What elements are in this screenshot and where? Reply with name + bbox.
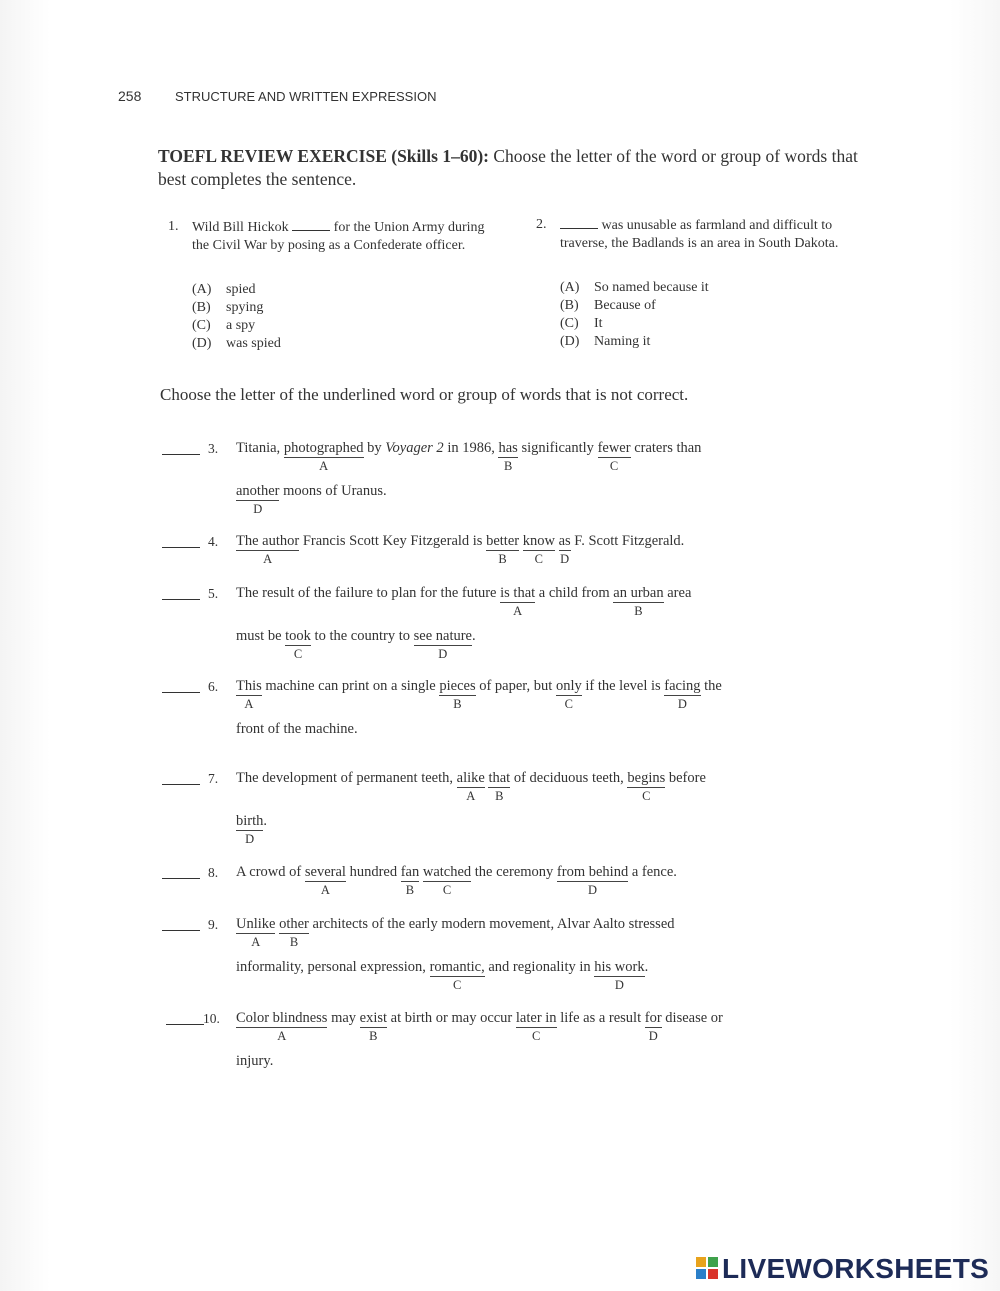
sentence-text: . [472, 628, 476, 644]
underlined-choice-c[interactable]: know C [522, 533, 555, 566]
sentence-text: a fence. [628, 864, 677, 880]
underlined-choice-d[interactable]: birth D [236, 813, 264, 846]
question-number: 6. [208, 679, 219, 694]
answer-blank[interactable] [292, 218, 330, 231]
underlined-choice-b[interactable]: fan B [400, 864, 420, 897]
question-number: 2. [536, 217, 547, 232]
underlined-choice-a[interactable]: Color blindness A [236, 1010, 328, 1043]
page-header [118, 88, 436, 104]
choice-letter: D [560, 552, 570, 566]
answer-blank[interactable] [162, 692, 200, 693]
choice-letter: D [245, 832, 255, 846]
question-line [236, 864, 677, 904]
question-number: 4. [208, 534, 219, 549]
sentence-text: . [644, 959, 649, 975]
option-c[interactable]: (C) a spy [192, 318, 256, 333]
answer-blank[interactable] [560, 216, 598, 229]
choice-letter: D [253, 502, 263, 516]
choice-letter: B [453, 697, 462, 711]
choice-letter: D [648, 1029, 658, 1043]
underlined-choice-b[interactable]: exist B [359, 1010, 388, 1043]
choice-letter: C [452, 978, 462, 992]
sentence-text: if the level is [581, 678, 665, 694]
option-d[interactable]: (D) Naming it [560, 334, 651, 349]
choice-letter: C [642, 789, 651, 803]
question-number: 5. [208, 586, 219, 601]
underlined-choice-d[interactable]: another D [236, 483, 280, 516]
option-d[interactable]: (D) was spied [192, 336, 281, 351]
sentence-text: life as a result [556, 1010, 645, 1026]
question-line [236, 483, 387, 523]
instructions-sentence-completion [158, 145, 868, 191]
question-line [236, 440, 701, 480]
option-c[interactable]: (C) It [560, 316, 603, 331]
underlined-choice-c[interactable]: romantic, C [429, 959, 485, 992]
sentence-text: architects of the early modern movement, Alvar Aalto stressed [308, 916, 675, 932]
choice-letter: B [503, 459, 513, 473]
underlined-choice-a[interactable]: Unlike A [236, 916, 276, 949]
options-list [192, 281, 281, 353]
sentence-text: Titania, [236, 440, 284, 456]
answer-blank[interactable] [162, 930, 200, 931]
choice-letter: B [634, 604, 643, 618]
underlined-choice-b[interactable]: better B [486, 533, 520, 566]
sentence-text: A crowd of [236, 864, 305, 880]
sentence-text: the [700, 678, 722, 694]
question-stem: Wild Bill Hickok for the Union Army during the Civil War by posing as a Confederate officer. [192, 220, 485, 253]
instructions-text: Choose the letter of the word or group of words that best completes the sentence. [158, 146, 858, 189]
question-line [236, 959, 648, 999]
underlined-choice-b[interactable]: has B [498, 440, 518, 473]
section-title: STRUCTURE AND WRITTEN EXPRESSION [174, 89, 437, 104]
underlined-choice-a[interactable]: photographed A [283, 440, 364, 473]
choice-letter: C [532, 1029, 541, 1043]
choice-letter: A [251, 935, 261, 949]
underlined-choice-c[interactable]: took C [285, 628, 311, 661]
exercise-title: TOEFL REVIEW EXERCISE (Skills 1–60): [158, 146, 489, 166]
answer-blank[interactable] [166, 1024, 204, 1025]
sentence-text: informality, personal expression, [236, 959, 430, 975]
underlined-choice-a[interactable]: The author A [236, 533, 300, 566]
choice-letter: C [534, 552, 543, 566]
instructions-error-identification: Choose the letter of the underlined word or group of words that is not correct. [160, 385, 689, 404]
question-line [236, 1010, 723, 1050]
choice-letter: B [495, 789, 504, 803]
sentence-text: Voyager 2 [385, 440, 444, 456]
underlined-choice-c[interactable]: begins C [627, 770, 666, 803]
choice-letter: B [289, 935, 299, 949]
underlined-choice-d[interactable]: for D [644, 1010, 662, 1043]
question-line [236, 813, 267, 853]
sentence-text: F. Scott Fitzgerald. [570, 533, 685, 549]
choice-letter: C [609, 459, 619, 473]
choice-letter: A [277, 1029, 287, 1043]
sentence-text: The development of permanent teeth, [236, 770, 457, 786]
question-number: 1. [168, 219, 179, 234]
sentence-text: in 1986, [443, 440, 499, 456]
question-line [236, 721, 358, 761]
question-1 [168, 218, 498, 358]
underlined-choice-b[interactable]: pieces B [439, 678, 476, 711]
choice-letter: B [369, 1029, 378, 1043]
sentence-text: of paper, but [475, 678, 556, 694]
underlined-choice-a[interactable]: is that A [500, 585, 536, 618]
question-2 [536, 216, 856, 356]
underlined-choice-d[interactable]: his work D [594, 959, 645, 992]
answer-blank[interactable] [162, 599, 200, 600]
answer-blank[interactable] [162, 878, 200, 879]
sentence-text: before [665, 770, 706, 786]
sentence-text: injury. [236, 1053, 274, 1069]
sentence-text: must be [236, 628, 286, 644]
underlined-choice-a[interactable]: several A [304, 864, 346, 897]
option-b[interactable]: (B) spying [192, 300, 264, 315]
choice-letter: C [442, 883, 452, 897]
option-a[interactable]: (A) spied [192, 282, 256, 297]
liveworksheets-logo-icon [696, 1257, 718, 1279]
question-line [236, 678, 722, 718]
underlined-choice-b[interactable]: other B [279, 916, 309, 949]
choice-letter: A [513, 604, 523, 618]
sentence-text: at birth or may occur [387, 1010, 516, 1026]
sentence-text: area [663, 585, 692, 601]
answer-blank[interactable] [162, 454, 200, 455]
sentence-text: a child from [535, 585, 614, 601]
question-line [236, 533, 684, 573]
question-number: 9. [208, 917, 219, 932]
choice-letter: B [498, 552, 507, 566]
question-line [236, 585, 691, 625]
question-stem: was unusable as farmland and difficult to traverse, the Badlands is an area in South Dakota. [560, 218, 839, 251]
underlined-choice-a[interactable]: This A [236, 678, 262, 711]
sentence-text: front of the machine. [236, 721, 358, 737]
underlined-choice-c[interactable]: watched C [422, 864, 472, 897]
sentence-text: disease or [661, 1010, 723, 1026]
page-number: 258 [118, 88, 142, 104]
sentence-text: significantly [517, 440, 598, 456]
sentence-text: craters than [630, 440, 702, 456]
choice-letter: D [614, 978, 624, 992]
option-a[interactable]: (A) So named because it [560, 280, 709, 295]
underlined-choice-d[interactable]: see nature D [413, 628, 472, 661]
choice-letter: A [466, 789, 476, 803]
sentence-text: hundred [345, 864, 401, 880]
underlined-choice-b[interactable]: an urban B [613, 585, 664, 618]
question-line [236, 770, 706, 810]
answer-blank[interactable] [162, 547, 200, 548]
sentence-text: by [363, 440, 386, 456]
question-number: 3. [208, 441, 219, 456]
sentence-text: moons of Uranus. [279, 483, 387, 499]
question-number: 8. [208, 865, 219, 880]
underlined-choice-c[interactable]: later in C [515, 1010, 557, 1043]
question-line [236, 916, 675, 956]
question-line [236, 1053, 273, 1093]
choice-letter: A [244, 697, 254, 711]
question-number: 7. [208, 771, 219, 786]
choice-letter: C [564, 697, 574, 711]
choice-letter: A [320, 883, 330, 897]
options-list [560, 279, 709, 351]
sentence-text: machine can print on a single [261, 678, 440, 694]
sentence-text: and regionality in [484, 959, 595, 975]
sentence-text: may [327, 1010, 360, 1026]
sentence-text: of deciduous teeth, [510, 770, 628, 786]
choice-letter: C [293, 647, 303, 661]
underlined-choice-d[interactable]: facing D [664, 678, 701, 711]
underlined-choice-a[interactable]: alike A [456, 770, 485, 803]
sentence-text: Francis Scott Key Fitzgerald is [299, 533, 487, 549]
choice-letter: A [319, 459, 329, 473]
underlined-choice-c[interactable]: only C [555, 678, 582, 711]
sentence-text: to the country to [310, 628, 414, 644]
question-line [236, 628, 476, 668]
answer-blank[interactable] [162, 784, 200, 785]
question-number: 10. [203, 1011, 220, 1026]
liveworksheets-logo-text: LIVEWORKSHEETS [722, 1253, 990, 1284]
choice-letter: A [263, 552, 273, 566]
option-b[interactable]: (B) Because of [560, 298, 656, 313]
underlined-choice-b[interactable]: that B [488, 770, 511, 803]
sentence-text: The result of the failure to plan for the future [236, 585, 501, 601]
underlined-choice-d[interactable]: from behind D [556, 864, 629, 897]
choice-letter: B [405, 883, 415, 897]
underlined-choice-d[interactable]: as D [558, 533, 571, 566]
choice-letter: D [677, 697, 687, 711]
sentence-text: the ceremony [471, 864, 557, 880]
choice-letter: D [438, 647, 448, 661]
underlined-choice-c[interactable]: fewer C [597, 440, 631, 473]
choice-letter: D [588, 883, 598, 897]
sentence-text: . [263, 813, 268, 829]
